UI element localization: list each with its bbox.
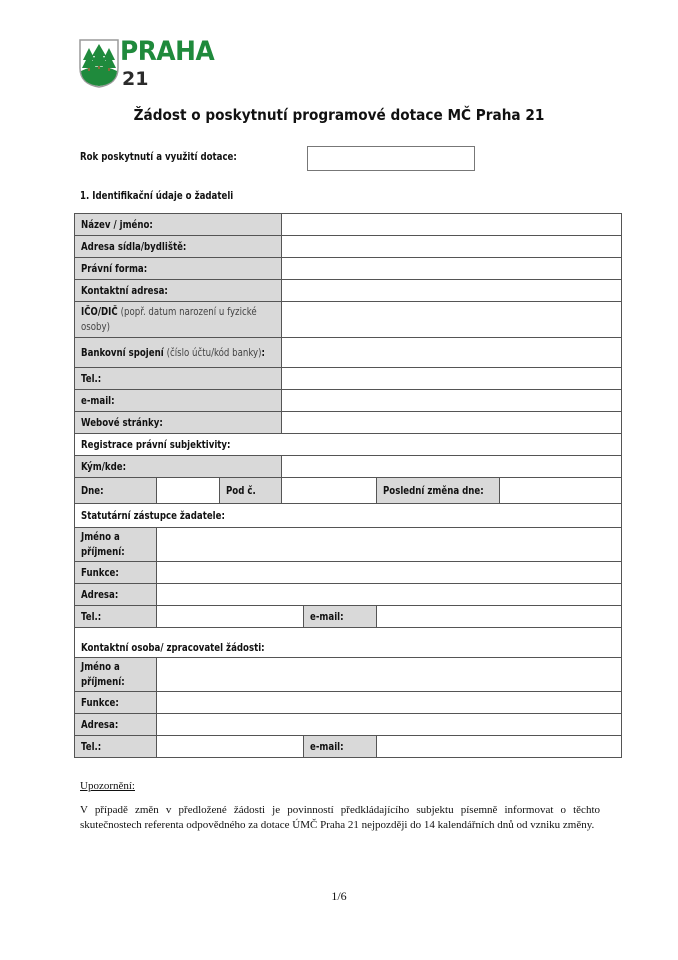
page-number: 1/6 <box>331 889 347 903</box>
table-row <box>75 478 622 504</box>
tel-input[interactable] <box>282 368 622 390</box>
stat-tel-input[interactable] <box>157 606 304 628</box>
table-row <box>75 302 622 338</box>
table-row <box>75 412 622 434</box>
table-row <box>75 736 622 758</box>
table-row <box>75 584 622 606</box>
nazev-label: Název / jméno: <box>75 214 282 236</box>
bank-bold: Bankovní spojení <box>81 346 164 359</box>
posledni-zmena-label: Poslední změna dne: <box>377 478 500 504</box>
table-row <box>75 562 622 584</box>
kont-email-label: e-mail: <box>304 736 377 758</box>
table-row <box>75 714 622 736</box>
kont-jmeno-label: Jméno a příjmení: <box>75 658 157 692</box>
dne-label: Dne: <box>75 478 157 504</box>
table-row <box>75 338 622 368</box>
table-row <box>75 606 622 628</box>
stat-funkce-label: Funkce: <box>75 562 157 584</box>
table-row <box>75 456 622 478</box>
kont-funkce-input[interactable] <box>157 692 622 714</box>
table-row <box>75 434 622 456</box>
stat-funkce-input[interactable] <box>157 562 622 584</box>
stat-tel-label: Tel.: <box>75 606 157 628</box>
kont-adresa-label: Adresa: <box>75 714 157 736</box>
warning-body: V případě změn v předložené žádosti je povinností předkládajícího subjektu písemně informovat o těchto skutečnostech referenta odpovědného za dotace ÚMČ Praha 21 nejpozději do 14 kalendářních dnů od vzniku změny. <box>80 804 600 831</box>
kont-funkce-label: Funkce: <box>75 692 157 714</box>
stat-jmeno-label: Jméno a příjmení: <box>75 528 157 562</box>
table-row <box>75 528 622 562</box>
stat-adresa-label: Adresa: <box>75 584 157 606</box>
stat-adresa-input[interactable] <box>157 584 622 606</box>
web-label: Webové stránky: <box>75 412 282 434</box>
bankovni-spojeni-input[interactable] <box>282 338 622 368</box>
table-row <box>75 258 622 280</box>
table-row <box>75 692 622 714</box>
kontaktni-adresa-label: Kontaktní adresa: <box>75 280 282 302</box>
logo-number: 21 <box>122 68 149 90</box>
bankovni-spojeni-label: Bankovní spojení (číslo účtu/kód banky): <box>75 338 282 368</box>
dne-input[interactable] <box>157 478 220 504</box>
page-title: Žádost o poskytnutí programové dotace MČ Praha 21 <box>133 106 545 124</box>
posledni-zmena-input[interactable] <box>500 478 622 504</box>
ico-dic-bold: IČO/DIČ <box>81 305 118 318</box>
ico-dic-label <box>75 302 282 338</box>
table-row <box>75 280 622 302</box>
praha21-logo <box>78 38 218 90</box>
table-row <box>75 658 622 692</box>
table-row <box>75 504 622 528</box>
email-input[interactable] <box>282 390 622 412</box>
table-row <box>75 214 622 236</box>
pod-c-input[interactable] <box>282 478 377 504</box>
coat-of-arms-icon <box>78 38 120 88</box>
nazev-input[interactable] <box>282 214 622 236</box>
applicant-form-table <box>74 213 622 758</box>
kont-tel-input[interactable] <box>157 736 304 758</box>
registrace-header: Registrace právní subjektivity: <box>75 434 622 456</box>
logo-name: PRAHA <box>120 36 215 67</box>
adresa-sidla-input[interactable] <box>282 236 622 258</box>
kont-email-input[interactable] <box>377 736 622 758</box>
table-row <box>75 390 622 412</box>
pod-c-label: Pod č. <box>220 478 282 504</box>
rok-label: Rok poskytnutí a využití dotace: <box>80 151 237 163</box>
table-row <box>75 236 622 258</box>
stat-email-label: e-mail: <box>304 606 377 628</box>
kym-kde-input[interactable] <box>282 456 622 478</box>
kont-tel-label: Tel.: <box>75 736 157 758</box>
web-input[interactable] <box>282 412 622 434</box>
table-row <box>75 368 622 390</box>
ico-dic-input[interactable] <box>282 302 622 338</box>
rok-input[interactable] <box>307 146 475 171</box>
section-title: 1. Identifikační údaje o žadateli <box>80 190 234 202</box>
stat-email-input[interactable] <box>377 606 622 628</box>
table-row <box>75 628 622 658</box>
kont-adresa-input[interactable] <box>157 714 622 736</box>
kontaktni-header: Kontaktní osoba/ zpracovatel žádosti: <box>75 628 622 658</box>
email-label: e-mail: <box>75 390 282 412</box>
kontaktni-adresa-input[interactable] <box>282 280 622 302</box>
pravni-forma-label: Právní forma: <box>75 258 282 280</box>
warning-title: Upozornění: <box>80 780 135 792</box>
kym-kde-label: Kým/kde: <box>75 456 282 478</box>
pravni-forma-input[interactable] <box>282 258 622 280</box>
stat-jmeno-input[interactable] <box>157 528 622 562</box>
tel-label: Tel.: <box>75 368 282 390</box>
adresa-sidla-label: Adresa sídla/bydliště: <box>75 236 282 258</box>
statutarni-header: Statutární zástupce žadatele: <box>75 504 622 528</box>
kont-jmeno-input[interactable] <box>157 658 622 692</box>
ico-dic-note: (popř. datum narození u fyzické osoby) <box>81 305 257 333</box>
bank-note: (číslo účtu/kód banky) <box>166 346 262 359</box>
